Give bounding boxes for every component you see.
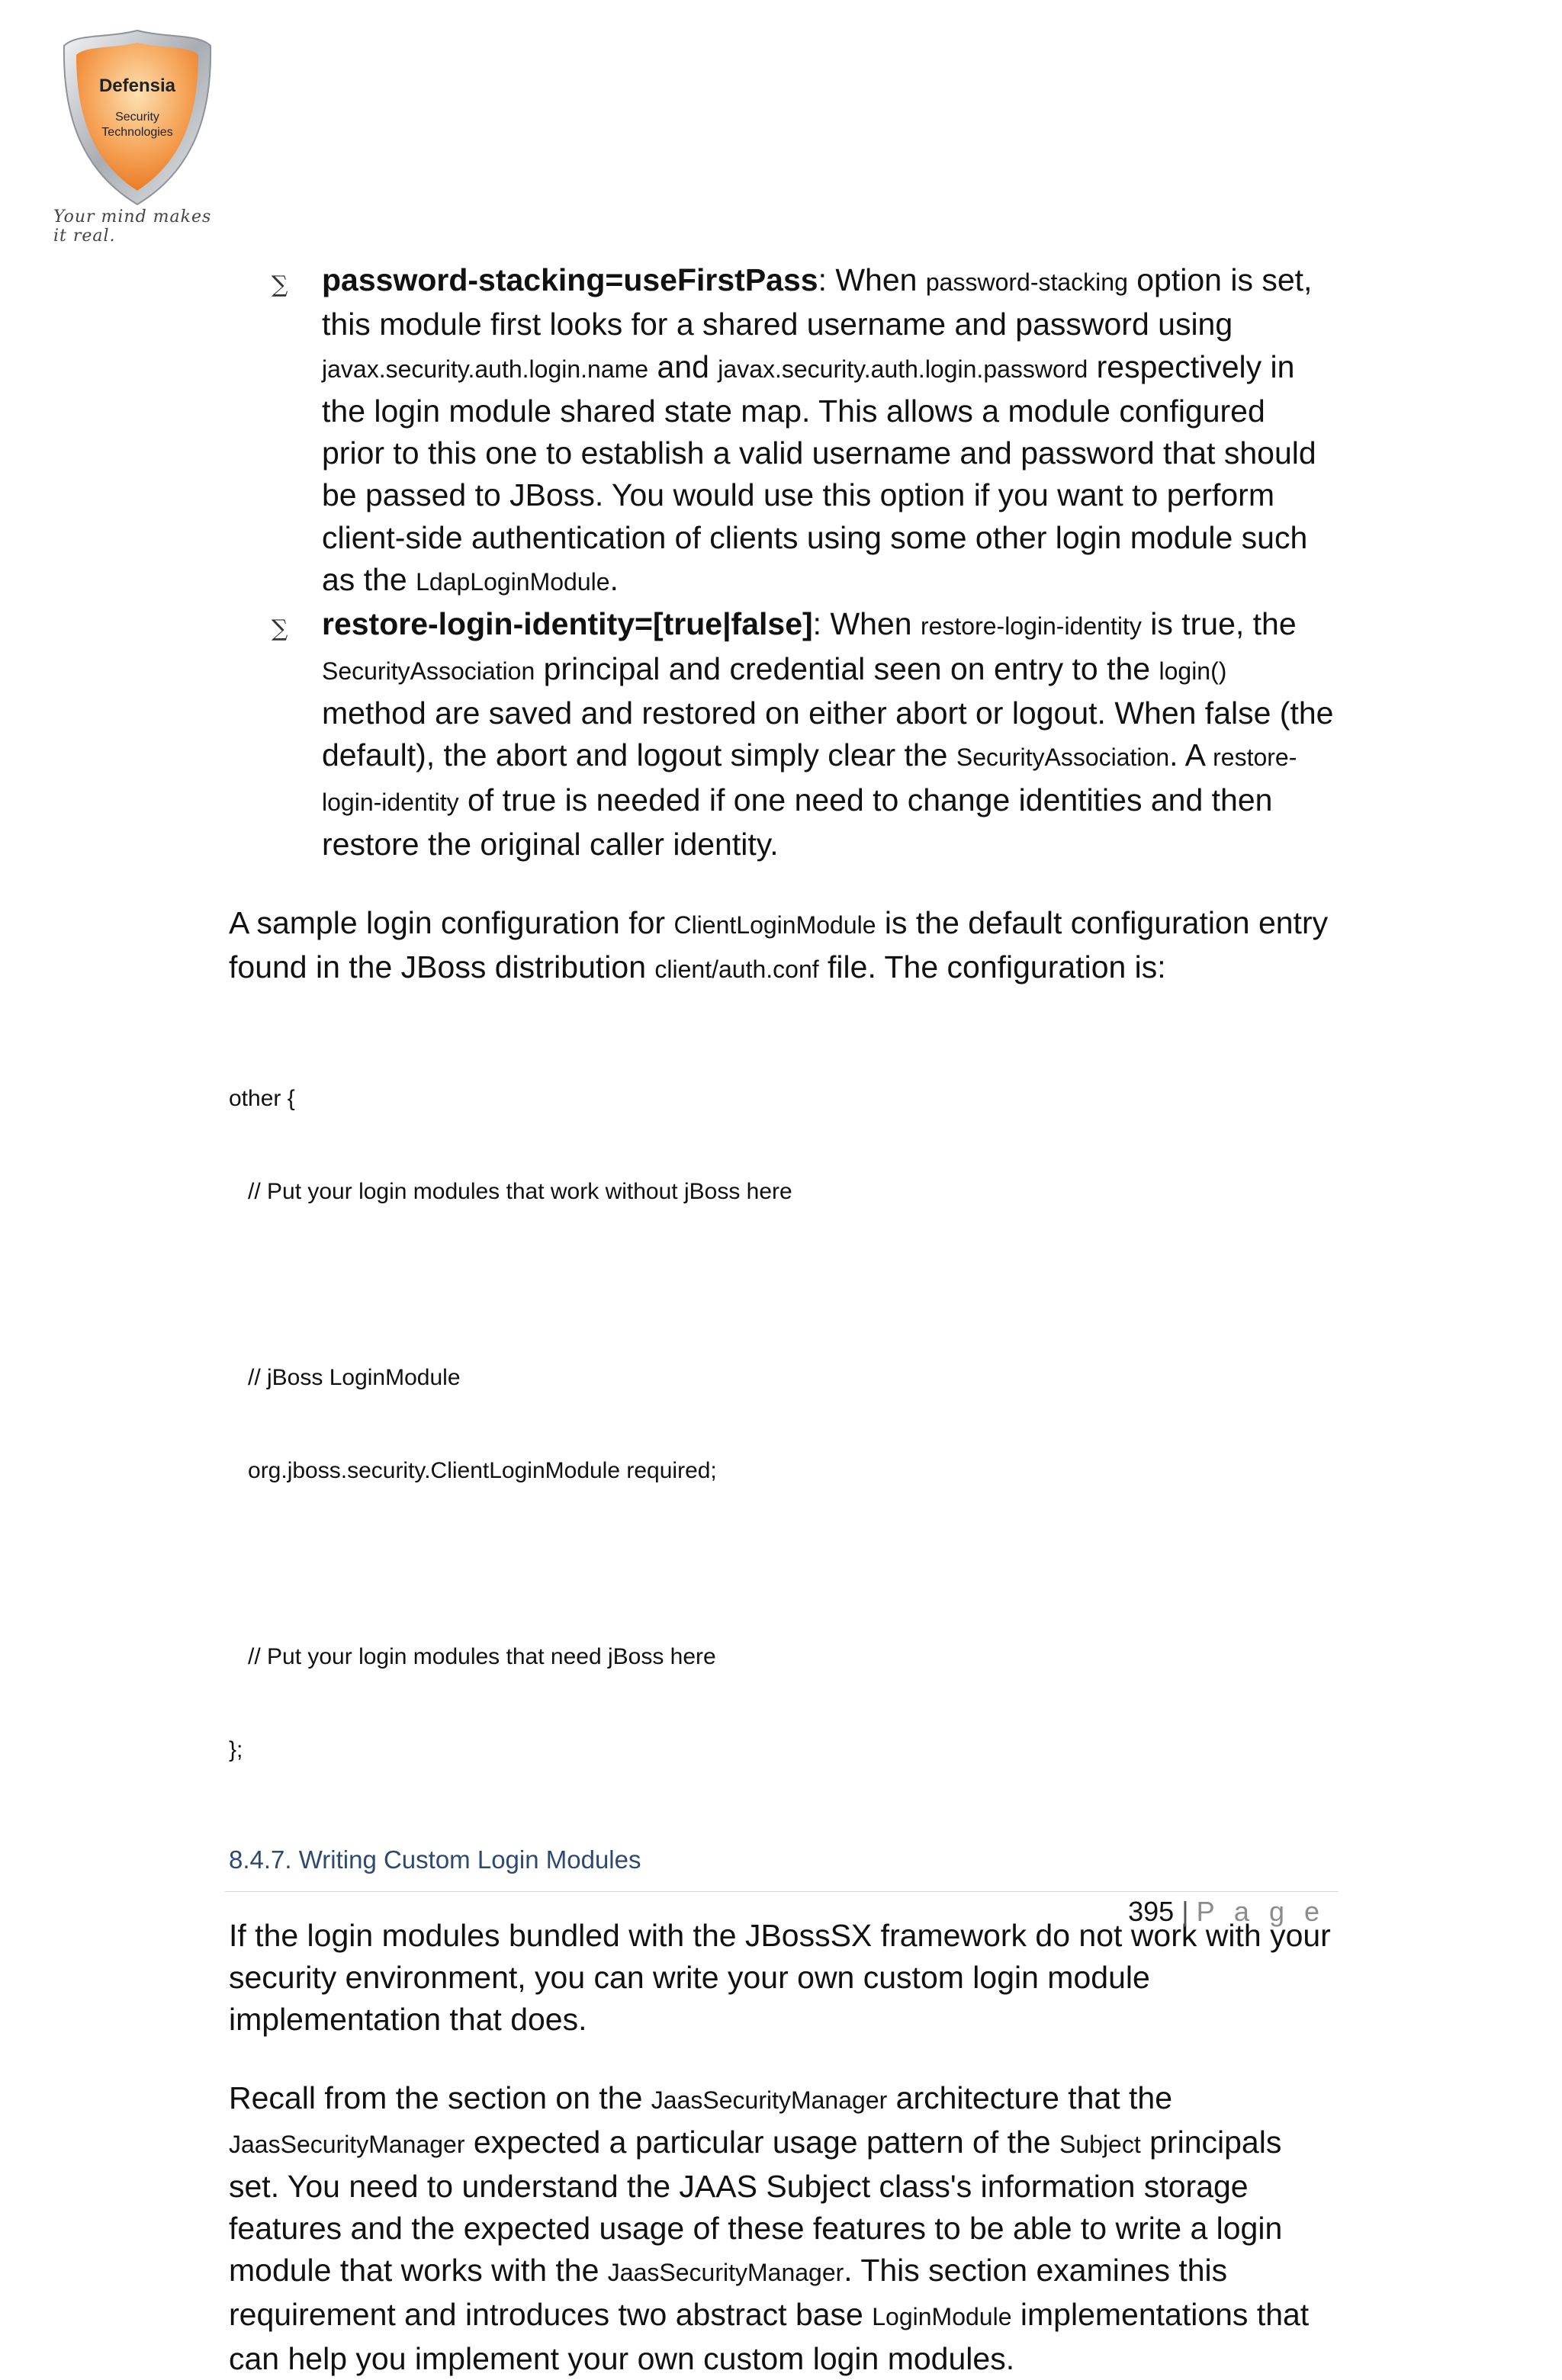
page-footer (1128, 1896, 1326, 1928)
code-line (229, 1270, 1335, 1301)
code-line (229, 1549, 1335, 1580)
bold-term: password-stacking=useFirstPass (322, 262, 818, 297)
bullet-password-stacking (229, 259, 1335, 603)
inline-code: client/auth.conf (654, 956, 819, 984)
logo-sub2: Technologies (101, 126, 173, 139)
code-line: }; (229, 1737, 243, 1763)
text-run: method are saved and restored on either abort or logout. When false (the default), the abort and logout simply clear the (322, 695, 1334, 773)
inline-code: SecurityAssociation (956, 744, 1170, 772)
inline-code: restore-login-identity (322, 744, 1297, 816)
code-line: // Put your login modules that need jBoss here (229, 1644, 716, 1670)
code-line: // jBoss LoginModule (229, 1364, 461, 1390)
text-run: . (609, 562, 619, 598)
page-number: 395 (1128, 1896, 1175, 1927)
text-run: file. The configuration is: (818, 949, 1166, 985)
paragraph-custom-modules (229, 1915, 1335, 2041)
shield-icon (53, 27, 221, 210)
bullet-restore-login-identity (229, 603, 1335, 866)
inline-code: JaasSecurityManager (229, 2131, 465, 2159)
text-run: respectively in the login module shared state map. This allows a module configured prior to this one to establish a valid username and password that should be passed to JBoss. You would use this option if you want to perform client-side authentication of clients using some other login module such as the (322, 348, 1316, 598)
text-run: architecture that the (887, 2080, 1173, 2116)
text-run: If the login modules bundled with the JBossSX framework do not work with your security environment, you can write your own custom login module implementation that does. (229, 1918, 1331, 2038)
code-line: other { (229, 1085, 295, 1111)
text-run: of true is needed if one need to change identities and then restore the original caller identity. (322, 782, 1273, 862)
footer-divider (225, 1891, 1339, 1892)
text-run: principal and credential seen on entry to the (535, 650, 1159, 686)
inline-code: javax.security.auth.login.name (322, 355, 649, 383)
text-run: principals set. You need to understand the JAAS Subject class's information storage features and the expected usage of these features to be able to write a login module that works with the (229, 2125, 1283, 2288)
text-run: option is set, this module first looks for a shared username and password using (322, 262, 1313, 342)
inline-code: SecurityAssociation (322, 657, 535, 685)
text-run: . A (1169, 737, 1213, 773)
paragraph-sample-config (229, 902, 1335, 991)
inline-code: password-stacking (925, 268, 1128, 296)
page-content (229, 259, 1335, 2380)
logo-name: Defensia (98, 75, 176, 96)
code-block (229, 1021, 1335, 1828)
inline-code: javax.security.auth.login.password (718, 355, 1088, 383)
section-heading: 8.4.7. Writing Custom Login Modules (229, 1845, 641, 1874)
bold-term: restore-login-identity=[true|false] (322, 606, 813, 642)
bullet-text (322, 606, 1333, 861)
inline-code: JaasSecurityManager (651, 2086, 888, 2115)
inline-code: restore-login-identity (920, 612, 1142, 641)
text-run: is true, the (1141, 606, 1297, 642)
text-run: Recall from the section on the (229, 2080, 651, 2116)
paragraph-jaas-subject (229, 2077, 1335, 2380)
text-run: A sample login configuration for (229, 905, 674, 941)
logo-tagline: Your mind makes it real. (53, 207, 212, 246)
inline-code: login() (1159, 657, 1227, 685)
logo-sub1: Security (115, 111, 159, 124)
inline-code: LoginModule (872, 2303, 1012, 2331)
text-run: expected a particular usage pattern of the (464, 2125, 1059, 2160)
code-line: // Put your login modules that work without jBoss here (229, 1178, 792, 1204)
inline-code: JaasSecurityManager (607, 2259, 844, 2287)
text-run: . This section examines this requirement and introduces two abstract base (229, 2253, 1228, 2333)
page-label: P a g e (1196, 1896, 1326, 1927)
inline-code: ClientLoginModule (673, 911, 876, 939)
text-run: implementations that can help you implement your own custom login modules. (229, 2297, 1310, 2377)
inline-code: LdapLoginModule (416, 568, 610, 596)
inline-code: Subject (1059, 2131, 1141, 2159)
footer-separator: | (1181, 1896, 1189, 1927)
text-run: : When (818, 262, 926, 297)
text-run: : When (812, 606, 921, 642)
code-line: org.jboss.security.ClientLoginModule required; (229, 1458, 717, 1483)
text-run: and (648, 348, 718, 384)
bullet-text (322, 262, 1316, 597)
bullet-icon: ∑ (272, 615, 288, 643)
text-run: is the default configuration entry found in the JBoss distribution (229, 905, 1329, 985)
bullet-icon: ∑ (272, 271, 288, 298)
